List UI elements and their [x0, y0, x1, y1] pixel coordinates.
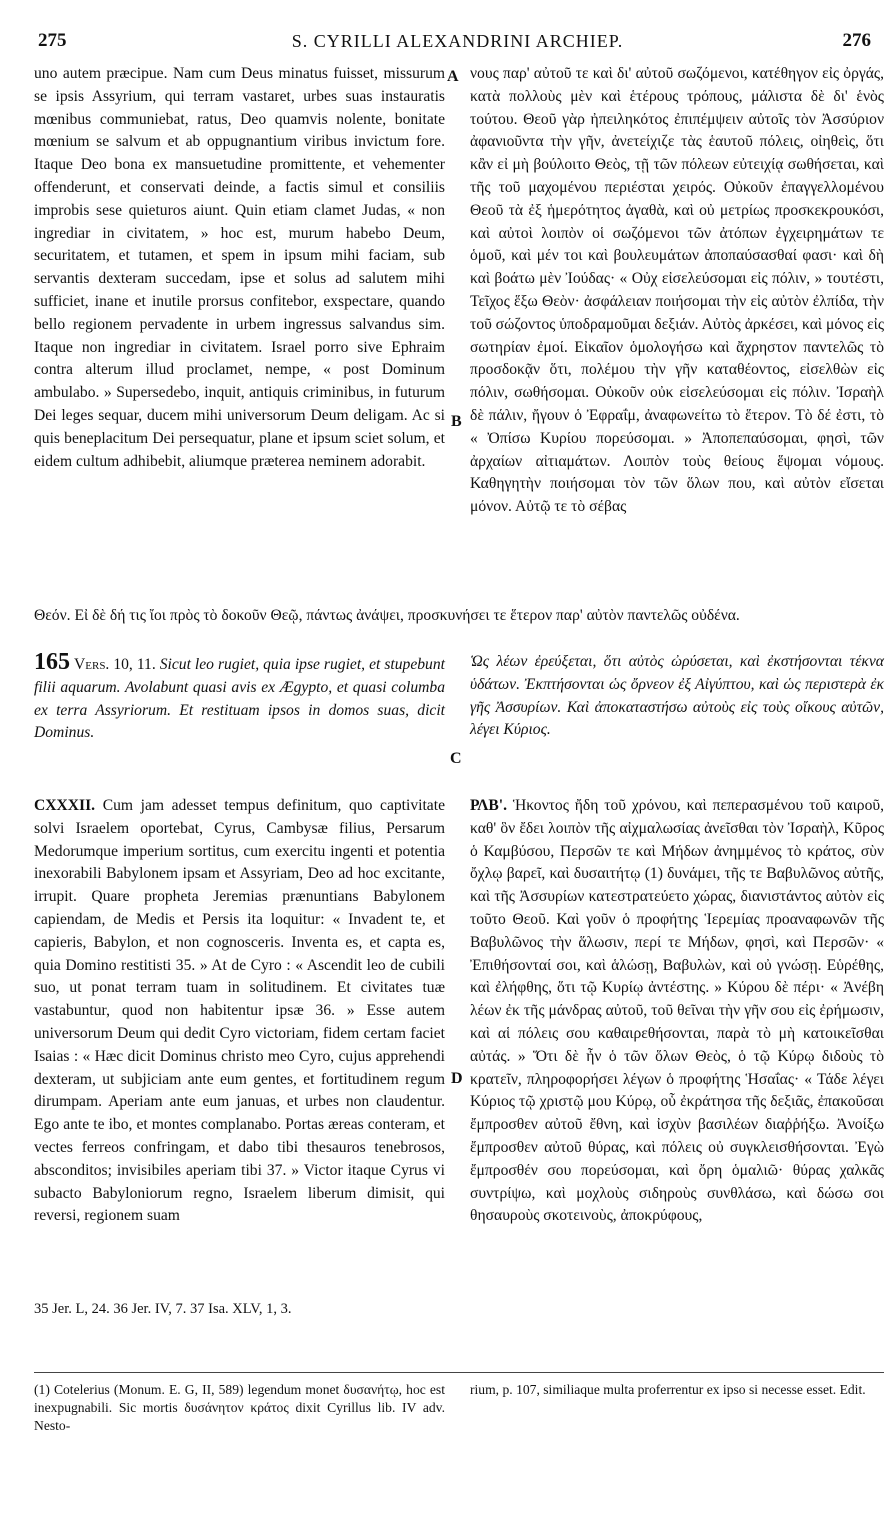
greek-column-top: [470, 63, 884, 519]
scripture-references: 35 Jer. L, 24. 36 Jer. IV, 7. 37 Isa. XLV, 1, 3.: [34, 1301, 292, 1317]
page-header: [30, 30, 885, 56]
greek-section-number: ΡΛΒ'.: [470, 797, 508, 814]
margin-letter-a: A: [447, 68, 459, 85]
verse-greek-text: Ὡς λέων ἐρεύξεται, ὅτι αὐτὸς ὠρύσεται, καὶ ἐκστήσονται τέκνα ὑδάτων. Ἐκπτήσονται ὡς ὄρνεον ἐξ Αἰγύπτου, καὶ ὡς περιστερὰ ἐκ γῆς Ἀσσυρίων. Καὶ ἀποκαταστήσω αὐτοὺς εἰς τοὺς οἴκους αὐτῶν, λέγει Κύριος.: [470, 653, 884, 739]
margin-letter-b: B: [451, 413, 462, 430]
verse-greek: [470, 651, 884, 742]
margin-letter-d: D: [451, 1070, 463, 1087]
latin-paragraph-top: uno autem præcipue. Nam cum Deus minatus fuisset, missurum se ipsis Assyrium, qui terram vastaret, urbes suas instauratis mœnibus communiebat, ratus, Deo quamvis nolente, bonitate mœnium se salvum et ab oppugnantium viribus invictum fore. Itaque Deo bona ex mansuetudine promittente, et vehementer offenderunt, et conservati deinde, a factis simul et consiliis improbis sese quieturos aiunt. Quin etiam clamet Judas, « non ingrediar in civitatem, » hoc est, murum habebo Deum, securitatem, et tutamen, et spem in ipsum mihi faciam, sub servantis dexteram succedam, ipse et solus ad salutem mihi sufficiet, inane et inutile prorsus confitebor, exspectare, quando bello regionem pervadente in urbem ingressus salvandus sim. Itaque non ingrediar in civitatem. Israel porro sive Ephraim contra alterum illud proclamet, nempe, « post Dominum ambulabo. » Supersedebo, inquit, antiquis criminibus, in futurum Dei leges sequar, ducem mihi universorum Deum deligam. Ac si quis beneplacitum Dei persequatur, plane et ipsum sciet solum, et eidem cultum adhibebit, aliumque præterea neminem adorabit.: [34, 65, 445, 470]
verse-latin-text: Sicut leo rugiet, quia ipse rugiet, et stupebunt filii aquarum. Avolabunt quasi avis ex Ægypto, et quasi columba ex terra Assyriorum. Et restituam ipsos in domos suas, dicit Dominus.: [34, 656, 445, 742]
verse-number: 165: [34, 649, 70, 675]
greek-paragraph-bottom: [470, 795, 884, 1228]
verse-latin: [34, 651, 445, 745]
page-number-left: 275: [38, 30, 67, 51]
margin-letter-c: C: [450, 750, 462, 767]
latin-section-text: Cum jam adesset tempus definitum, quo captivitate solvi Israelem oportebat, Cyrus, Cambysæ filius, Persarum Medorumque imperium sortitus, cum exercitu ingenti et potentia inexorabili Babylonem ipsam et Assyriam, Deo ad hoc excitante, irrupit. Quare propheta Jeremias prænuntians Babylonem capiendam, de Medis et Persis ita loquitur: « Invadent te, et capieris, Babylon, et non cognosceris. Inventa es, et capta es, quia Domino restitisti 35. » At de Cyro : « Ascendit leo de cubili suo, ut ponat terram tuam in solitudinem. Et civitates tuæ vastabuntur, quod non habitentur ipsæ 36. » Esse autem universorum Deum qui dedit Cyro victoriam, fidem certam faciet Isaias : « Hæc dicit Dominus christo meo Cyro, cujus apprehendi dexteram, ut subjiciam ante eum gentes, et fortitudinem regum dirumpam. Aperiam ante eum januas, et urbes non claudentur. Ego ante te ibo, et montes complanabo. Portas æreas conteram, et vectes ferreos confringam, et dabo tibi thesauros tenebrosos, absconditos; invisibiles aperiam tibi 37. » Victor itaque Cyrus vi subacto Babyloniorum regno, Israelem liberum dimisit, qui reversi, regionem suam: [34, 797, 445, 1225]
greek-column-bottom: [470, 795, 884, 1228]
latin-paragraph-bottom: [34, 795, 445, 1228]
latin-column-top: [34, 63, 445, 473]
page-number-right: 276: [842, 30, 871, 51]
greek-paragraph-top: νους παρ' αὐτοῦ τε καὶ δι' αὐτοῦ σωζόμενοι, κατέθηγον εἰς ὀργάς, κατὰ πολλοὺς μὲν καὶ ἑτέρους τρόπους, μάλιστα δὲ δι' ἑνὸς τούτου. Θεοῦ γὰρ ἠπειληκότος ἐπιπέμψειν αὐτοῖς τὸν Ἀσσύριον ἀφανιοῦντα τὴν γῆν, ἀνετείχιζε τὰς ἑαυτοῦ πόλεις, οἰηθεὶς, ὅτι κἂν εἰ μὴ βούλοιτο Θεὸς, τῇ τῶν πόλεων εὐτειχίᾳ σωθήσεται, καὶ τῆς τοῦ μαχομένου περιέσται χειρός. Οὐκοῦν ἐπαγγελλομένου Θεοῦ τὰ ἐξ ἡμερότητος ἀγαθὰ, καὶ οὐ μετρίως προσκεκρουκόσι, καὶ αὐτοὶ λοιπὸν οἱ σωζόμενοι τῶν ἀτόπων ἐγχειρημάτων τε ὁμοῦ, καὶ μέν τοι καὶ βουλευμάτων ἀποπαύσασθαί φασι· καὶ δὴ καὶ βοάτω μὲν Ἰούδας· « Οὐχ εἰσελεύσομαι εἰς πόλιν, » τουτέστι, Τεῖχος ἕξω Θεὸν· ἀσφάλειαν ποιήσομαι τὴν εἰς αὐτὸν ἐλπίδα, τὴν τοῦ σώζοντος ὑποδραμοῦμαι δεξιάν. Αὐτὸς ἀρκέσει, καὶ μόνος εἰς σωτηρίαν ἐμοί. Εἰκαῖον ὁμολογήσω καὶ ἄχρηστον παντελῶς τὸ προσδοκᾷν ὅτι, πολέμου τὴν γῆν καταθέοντος, εἰσελθὼν εἰς πόλιν, σωθήσομαι. Οὐκοῦν οὐκ εἰσελεύσομαι εἰς πόλιν. Ἰσραὴλ δὲ πάλιν, ἤγουν ὁ Ἐφραΐμ, ἀναφωνείτω τὸ ἕτερον. Τὸ δέ ἐστι, τὸ « Ὀπίσω Κυρίου πορεύσομαι. » Ἀποπεπαύσομαι, φησὶ, τῶν ἀρχαίων αἰτιαμάτων. Λοιπὸν τοὺς θείους ἕψομαι νόμους. Καθηγητὴν ποιήσομαι τὸν τῶν ὅλων που, καὶ αὐτὸν εἴσεται μόνον. Αὐτῷ τε τὸ σέβας: [470, 65, 885, 516]
running-title: S. CYRILLI ALEXANDRINI ARCHIEP.: [291, 31, 624, 51]
greek-shared-line: [34, 605, 884, 628]
latin-column-bottom: [34, 795, 445, 1228]
greek-shared-text: Θεόν. Εἰ δὲ δή τις ἴοι πρὸς τὸ δοκοῦν Θεῷ, πάντως ἀνάψει, προσκυνήσει τε ἕτερον παρ' αὐτὸν παντελῶς οὐδένα.: [34, 607, 740, 624]
footnote-divider: [34, 1372, 884, 1373]
footnote-left: (1) Cotelerius (Monum. E. G, II, 589) legendum monet δυσανήτῳ, hoc est inexpugnabili. Sic mortis δυσάνητον κράτος dixit Cyrillus lib. IV adv. Nesto-: [34, 1382, 445, 1433]
greek-section-text: Ἡκοντος ἤδη τοῦ χρόνου, καὶ πεπερασμένου τοῦ καιροῦ, καθ' ὃν ἔδει λοιπὸν τῆς αἰχμαλωσίας ἀνεῖσθαι τὸν Ἰσραὴλ, Κῦρος ὁ Καμβύσου, Περσῶν τε καὶ Μήδων ἀνημμένος τὸ κράτος, σὺν ὄχλῳ βαρεῖ, καὶ δυσαιτήτῳ (1) δυνάμει, τῆς τε Βαβυλῶνος αὐτῆς, καὶ τῆς Ἀσσυρίων κατεστρατεύετο χώρας, διανιστάντος αὐτὸν εἰς τοῦτο Θεοῦ. Καὶ γοῦν ὁ προφήτης Ἱερεμίας προαναφωνῶν τῆς Βαβυλῶνος τὴν ἅλωσιν, περί τε Μήδων, φησὶ, καὶ Περσῶν· « Ἐπιθήσονταί σοι, καὶ ἁλώσῃ, Βαβυλὼν, καὶ οὐ γνώσῃ. Εὑρέθης, καὶ ἐλήφθης, ὅτι τῷ Κυρίῳ ἀντέστης. » Κύρου δὲ πέρι· « Ἀνέβη λέων ἐκ τῆς μάνδρας αὐτοῦ, τοῦ θεῖναι τὴν γῆν σου εἰς ἐρήμωσιν, καὶ αἱ πόλεις σου καθαιρεθήσονται, παρὰ τὸ μὴ κατοικεῖσθαι αὐτάς. » Ὅτι δὲ ἦν ὁ τῶν ὅλων Θεὸς, ὁ τῷ Κύρῳ διδοὺς τὸ κρατεῖν, πληροφορήσει λέγων ὁ προφήτης Ἡσαΐας· « Τάδε λέγει Κύριος τῷ χριστῷ μου Κύρῳ, οὗ ἐκράτησα τῆς δεξιᾶς, ἐπακοῦσαι ἔμπροσθεν αὐτοῦ ἔθνη, καὶ ἰσχὺν βασιλέων διαῤῥήξω. Ἀνοίξω ἔμπροσθεν αὐτοῦ θύρας, καὶ πόλεις οὐ συγκλεισθήσονται. Ἐγὼ ἔμπροσθέν σου πορεύσομαι, καὶ ὄρη ὁμαλιῶ· θύρας χαλκᾶς συντρίψω, καὶ μοχλοὺς σιδηροὺς συνθλάσω, καὶ δώσω σοι θησαυροὺς σκοτεινοὺς, ἀποκρύφους,: [470, 797, 884, 1225]
verse-tag: Vers. 10, 11.: [74, 656, 156, 673]
latin-section-number: CXXXII.: [34, 797, 96, 814]
footnote-right: rium, p. 107, similiaque multa proferrentur ex ipso si necesse esset. Edit.: [470, 1382, 866, 1397]
